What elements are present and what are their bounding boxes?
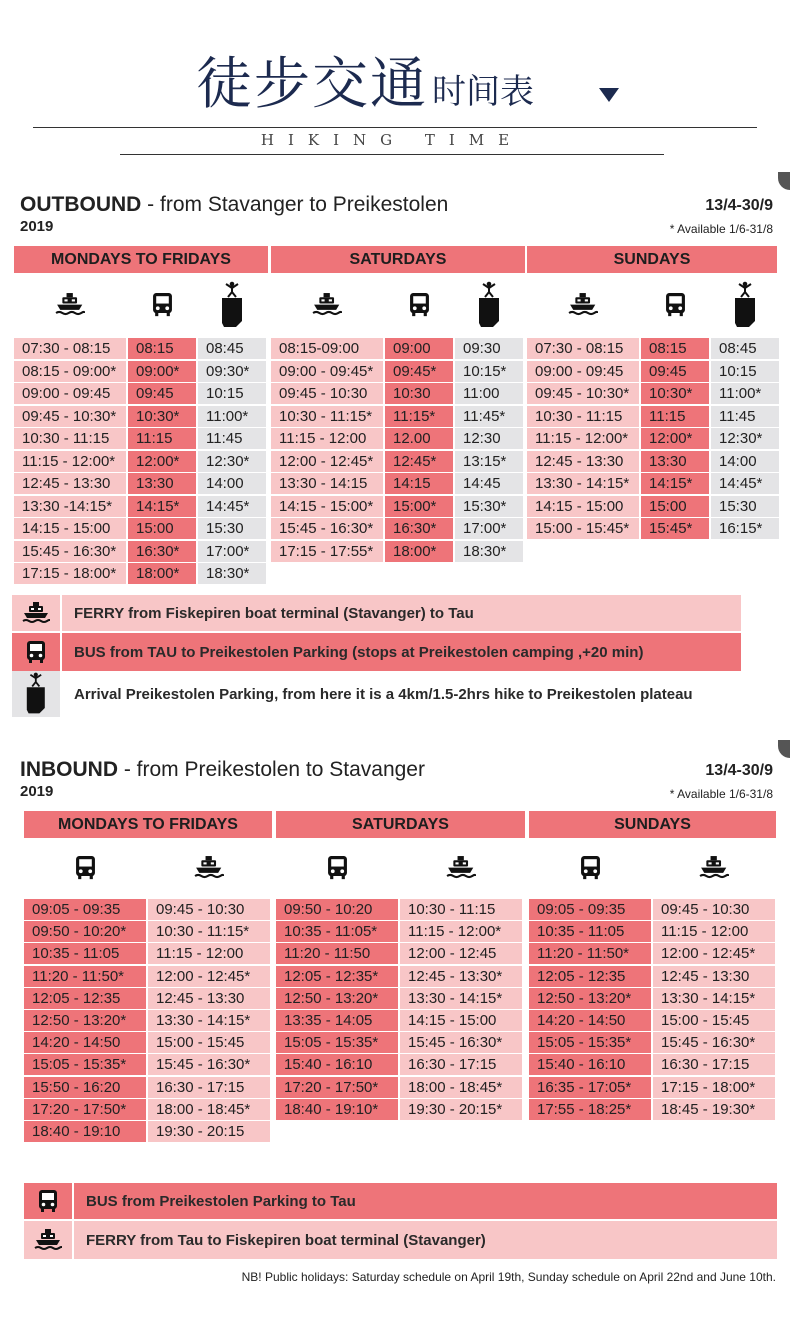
time-cell: 09:45 - 10:30* xyxy=(14,406,126,427)
time-cell: 07:30 - 08:15 xyxy=(14,338,126,359)
hiker-icon xyxy=(455,276,523,334)
time-cell: 11:00* xyxy=(711,383,779,404)
ferry-icon xyxy=(24,1221,74,1259)
time-cell: 12.00 xyxy=(385,428,453,449)
triangle-down-icon xyxy=(599,88,619,102)
time-cell: 18:00* xyxy=(128,563,196,584)
time-cell: 16:30* xyxy=(385,518,453,539)
page-title xyxy=(196,40,534,120)
day-header: MONDAYS TO FRIDAYS xyxy=(24,811,272,838)
time-cell: 18:00* xyxy=(385,541,453,562)
time-cell: 10:35 - 11:05* xyxy=(276,921,398,942)
time-cell: 14:15* xyxy=(641,473,709,494)
time-cell: 07:30 - 08:15 xyxy=(527,338,639,359)
time-cell: 12:50 - 13:20* xyxy=(276,988,398,1009)
time-cell: 13:30 xyxy=(641,451,709,472)
outbound-title xyxy=(20,193,448,217)
time-cell: 13:35 - 14:05 xyxy=(276,1010,398,1031)
time-cell: 09:45 - 10:30 xyxy=(653,899,775,920)
time-cell: 19:30 - 20:15* xyxy=(400,1099,522,1120)
page-subtitle: HIKING TIME xyxy=(260,131,524,149)
time-cell: 09:30* xyxy=(198,361,266,382)
time-cell: 09:00 - 09:45 xyxy=(527,361,639,382)
time-cell: 14:15 - 15:00 xyxy=(14,518,126,539)
time-cell: 15:45 - 16:30* xyxy=(653,1032,775,1053)
legend-text: FERRY from Fiskepiren boat terminal (Stavanger) to Tau xyxy=(74,604,474,622)
time-cell: 18:45 - 19:30* xyxy=(653,1099,775,1120)
time-cell: 10:15* xyxy=(455,361,523,382)
time-cell: 17:20 - 17:50* xyxy=(276,1077,398,1098)
time-cell: 11:15 - 12:00* xyxy=(14,451,126,472)
outbound-date-range: 13/4-30/9 xyxy=(705,197,773,214)
time-cell: 14:15 - 15:00 xyxy=(400,1010,522,1031)
time-cell: 14:20 - 14:50 xyxy=(24,1032,146,1053)
ferry-icon xyxy=(12,595,62,631)
inbound-title-rest: - from Preikestolen to Stavanger xyxy=(118,758,425,781)
ferry-icon xyxy=(400,840,522,896)
corner-decoration xyxy=(778,740,790,758)
time-cell: 12:45 - 13:30 xyxy=(148,988,270,1009)
time-cell: 16:30* xyxy=(128,541,196,562)
time-cell: 11:00 xyxy=(455,383,523,404)
inbound-date-range: 13/4-30/9 xyxy=(705,762,773,779)
time-cell: 12:50 - 13:20* xyxy=(24,1010,146,1031)
time-cell: 13:30 - 14:15* xyxy=(400,988,522,1009)
hiker-icon xyxy=(12,671,62,717)
time-cell: 15:45 - 16:30* xyxy=(14,541,126,562)
time-cell: 11:20 - 11:50 xyxy=(276,943,398,964)
time-cell: 10:30 - 11:15 xyxy=(400,899,522,920)
time-cell: 12:30 xyxy=(455,428,523,449)
time-cell: 15:00 - 15:45 xyxy=(148,1032,270,1053)
time-cell: 10:15 xyxy=(198,383,266,404)
time-cell: 17:00* xyxy=(198,541,266,562)
bus-icon xyxy=(128,276,196,334)
bus-icon xyxy=(529,840,651,896)
time-cell: 12:00 - 12:45* xyxy=(653,943,775,964)
time-cell: 09:00 - 09:45* xyxy=(271,361,383,382)
time-cell: 15:05 - 15:35* xyxy=(276,1032,398,1053)
time-cell: 12:00* xyxy=(641,428,709,449)
time-cell: 17:15 - 18:00* xyxy=(653,1077,775,1098)
legend-text: BUS from TAU to Preikestolen Parking (stops at Preikestolen camping ,+20 min) xyxy=(74,643,644,661)
time-cell: 09:50 - 10:20 xyxy=(276,899,398,920)
time-cell: 09:45 - 10:30 xyxy=(148,899,270,920)
time-cell: 09:45 xyxy=(128,383,196,404)
time-cell: 17:55 - 18:25* xyxy=(529,1099,651,1120)
time-cell: 12:45* xyxy=(385,451,453,472)
time-cell: 18:00 - 18:45* xyxy=(148,1099,270,1120)
time-cell: 14:00 xyxy=(198,473,266,494)
time-cell: 15:05 - 15:35* xyxy=(24,1054,146,1075)
hiker-icon xyxy=(198,276,266,334)
time-cell: 14:15 xyxy=(385,473,453,494)
time-cell: 11:15 - 12:00 xyxy=(271,428,383,449)
time-cell: 16:15* xyxy=(711,518,779,539)
ferry-icon xyxy=(653,840,775,896)
time-cell: 15:45* xyxy=(641,518,709,539)
time-cell: 18:40 - 19:10 xyxy=(24,1121,146,1142)
time-cell: 10:35 - 11:05 xyxy=(529,921,651,942)
time-cell: 12:30* xyxy=(711,428,779,449)
hiker-icon xyxy=(711,276,779,334)
time-cell: 10:30* xyxy=(128,406,196,427)
time-cell: 10:15 xyxy=(711,361,779,382)
bus-icon xyxy=(12,633,62,671)
time-cell: 09:05 - 09:35 xyxy=(24,899,146,920)
time-cell: 15:00 - 15:45 xyxy=(653,1010,775,1031)
divider xyxy=(120,154,664,155)
time-cell: 09:45 - 10:30* xyxy=(527,383,639,404)
time-cell: 14:15* xyxy=(128,496,196,517)
time-cell: 12:00 - 12:45 xyxy=(400,943,522,964)
bus-icon xyxy=(24,840,146,896)
time-cell: 12:30* xyxy=(198,451,266,472)
time-cell: 10:30 - 11:15* xyxy=(271,406,383,427)
time-cell: 11:00* xyxy=(198,406,266,427)
time-cell: 09:30 xyxy=(455,338,523,359)
legend-item xyxy=(12,633,741,671)
inbound-availability: * Available 1/6-31/8 xyxy=(669,787,773,801)
inbound-title-bold: INBOUND xyxy=(20,758,118,781)
time-cell: 13:30 - 14:15* xyxy=(148,1010,270,1031)
time-cell: 12:05 - 12:35 xyxy=(529,966,651,987)
time-cell: 09:45 xyxy=(641,361,709,382)
time-cell: 14:15 - 15:00* xyxy=(271,496,383,517)
time-cell: 10:30 - 11:15* xyxy=(148,921,270,942)
day-header: SUNDAYS xyxy=(529,811,776,838)
time-cell: 12:50 - 13:20* xyxy=(529,988,651,1009)
time-cell: 08:15 - 09:00* xyxy=(14,361,126,382)
time-cell: 09:45* xyxy=(385,361,453,382)
time-cell: 09:00* xyxy=(128,361,196,382)
footer-note: NB! Public holidays: Saturday schedule on April 19th, Sunday schedule on April 22nd and June 10th. xyxy=(241,1270,776,1284)
time-cell: 15:30 xyxy=(711,496,779,517)
ferry-icon xyxy=(14,276,126,334)
time-cell: 16:30 - 17:15 xyxy=(148,1077,270,1098)
time-cell: 11:15 xyxy=(128,428,196,449)
ferry-icon xyxy=(148,840,270,896)
time-cell: 15:00 xyxy=(641,496,709,517)
time-cell: 15:45 - 16:30* xyxy=(271,518,383,539)
time-cell: 19:30 - 20:15 xyxy=(148,1121,270,1142)
divider xyxy=(33,127,757,128)
time-cell: 15:05 - 15:35* xyxy=(529,1032,651,1053)
time-cell: 12:00* xyxy=(128,451,196,472)
time-cell: 15:40 - 16:10 xyxy=(529,1054,651,1075)
time-cell: 12:45 - 13:30 xyxy=(527,451,639,472)
time-cell: 15:30 xyxy=(198,518,266,539)
time-cell: 13:15* xyxy=(455,451,523,472)
ferry-icon xyxy=(527,276,639,334)
time-cell: 14:45* xyxy=(711,473,779,494)
time-cell: 15:00 - 15:45* xyxy=(527,518,639,539)
time-cell: 08:15-09:00 xyxy=(271,338,383,359)
legend-item xyxy=(12,671,741,717)
time-cell: 13:30 - 14:15* xyxy=(527,473,639,494)
time-cell: 12:00 - 12:45* xyxy=(271,451,383,472)
outbound-year: 2019 xyxy=(20,218,54,235)
time-cell: 11:15 - 12:00 xyxy=(148,943,270,964)
time-cell: 12:00 - 12:45* xyxy=(148,966,270,987)
time-cell: 11:15* xyxy=(385,406,453,427)
time-cell: 14:20 - 14:50 xyxy=(529,1010,651,1031)
time-cell: 09:50 - 10:20* xyxy=(24,921,146,942)
time-cell: 11:15 xyxy=(641,406,709,427)
time-cell: 11:15 - 12:00* xyxy=(527,428,639,449)
time-cell: 18:30* xyxy=(455,541,523,562)
time-cell: 10:30 - 11:15 xyxy=(527,406,639,427)
time-cell: 09:00 xyxy=(385,338,453,359)
bus-icon xyxy=(24,1183,74,1219)
outbound-title-rest: - from Stavanger to Preikestolen xyxy=(141,193,449,216)
day-header: MONDAYS TO FRIDAYS xyxy=(14,246,268,273)
time-cell: 11:20 - 11:50* xyxy=(529,943,651,964)
time-cell: 11:45 xyxy=(711,406,779,427)
time-cell: 08:45 xyxy=(711,338,779,359)
time-cell: 09:05 - 09:35 xyxy=(529,899,651,920)
inbound-title xyxy=(20,758,425,782)
time-cell: 08:15 xyxy=(128,338,196,359)
time-cell: 12:45 - 13:30 xyxy=(14,473,126,494)
time-cell: 12:05 - 12:35* xyxy=(276,966,398,987)
time-cell: 15:00* xyxy=(385,496,453,517)
time-cell: 17:20 - 17:50* xyxy=(24,1099,146,1120)
time-cell: 12:05 - 12:35 xyxy=(24,988,146,1009)
time-cell: 13:30 -14:15* xyxy=(14,496,126,517)
ferry-icon xyxy=(271,276,383,334)
time-cell: 17:15 - 17:55* xyxy=(271,541,383,562)
time-cell: 14:00 xyxy=(711,451,779,472)
bus-icon xyxy=(385,276,453,334)
time-cell: 13:30 - 14:15 xyxy=(271,473,383,494)
time-cell: 13:30 xyxy=(128,473,196,494)
time-cell: 16:35 - 17:05* xyxy=(529,1077,651,1098)
time-cell: 15:45 - 16:30* xyxy=(400,1032,522,1053)
time-cell: 15:30* xyxy=(455,496,523,517)
legend-item xyxy=(12,595,741,631)
time-cell: 11:45 xyxy=(198,428,266,449)
time-cell: 14:45 xyxy=(455,473,523,494)
time-cell: 16:30 - 17:15 xyxy=(400,1054,522,1075)
page-header xyxy=(0,0,790,170)
time-cell: 10:35 - 11:05 xyxy=(24,943,146,964)
time-cell: 12:45 - 13:30* xyxy=(400,966,522,987)
time-cell: 13:30 - 14:15* xyxy=(653,988,775,1009)
time-cell: 10:30 xyxy=(385,383,453,404)
day-header: SATURDAYS xyxy=(271,246,525,273)
time-cell: 18:00 - 18:45* xyxy=(400,1077,522,1098)
corner-decoration xyxy=(778,172,790,190)
time-cell: 11:45* xyxy=(455,406,523,427)
time-cell: 18:30* xyxy=(198,563,266,584)
time-cell: 12:45 - 13:30 xyxy=(653,966,775,987)
time-cell: 11:20 - 11:50* xyxy=(24,966,146,987)
outbound-availability: * Available 1/6-31/8 xyxy=(669,222,773,236)
time-cell: 09:45 - 10:30 xyxy=(271,383,383,404)
time-cell: 11:15 - 12:00* xyxy=(400,921,522,942)
legend-item xyxy=(24,1183,777,1219)
legend-text: FERRY from Tau to Fiskepiren boat terminal (Stavanger) xyxy=(86,1231,486,1249)
inbound-year: 2019 xyxy=(20,783,54,800)
time-cell: 15:00 xyxy=(128,518,196,539)
time-cell: 15:40 - 16:10 xyxy=(276,1054,398,1075)
time-cell: 17:00* xyxy=(455,518,523,539)
time-cell: 17:15 - 18:00* xyxy=(14,563,126,584)
time-cell: 15:50 - 16:20 xyxy=(24,1077,146,1098)
day-header: SATURDAYS xyxy=(276,811,525,838)
time-cell: 08:45 xyxy=(198,338,266,359)
time-cell: 10:30* xyxy=(641,383,709,404)
time-cell: 15:45 - 16:30* xyxy=(148,1054,270,1075)
time-cell: 08:15 xyxy=(641,338,709,359)
time-cell: 16:30 - 17:15 xyxy=(653,1054,775,1075)
bus-icon xyxy=(641,276,709,334)
day-header: SUNDAYS xyxy=(527,246,777,273)
time-cell: 10:30 - 11:15 xyxy=(14,428,126,449)
legend-item xyxy=(24,1221,777,1259)
time-cell: 18:40 - 19:10* xyxy=(276,1099,398,1120)
time-cell: 14:15 - 15:00 xyxy=(527,496,639,517)
time-cell: 14:45* xyxy=(198,496,266,517)
bus-icon xyxy=(276,840,398,896)
legend-text: Arrival Preikestolen Parking, from here it is a 4km/1.5-2hrs hike to Preikestolen plateau xyxy=(74,685,693,703)
legend-text: BUS from Preikestolen Parking to Tau xyxy=(86,1192,356,1210)
time-cell: 11:15 - 12:00 xyxy=(653,921,775,942)
page-title-main: 徒步交通 xyxy=(196,52,428,117)
time-cell: 09:00 - 09:45 xyxy=(14,383,126,404)
page-title-suffix: 时间表 xyxy=(432,72,534,112)
outbound-title-bold: OUTBOUND xyxy=(20,193,142,216)
